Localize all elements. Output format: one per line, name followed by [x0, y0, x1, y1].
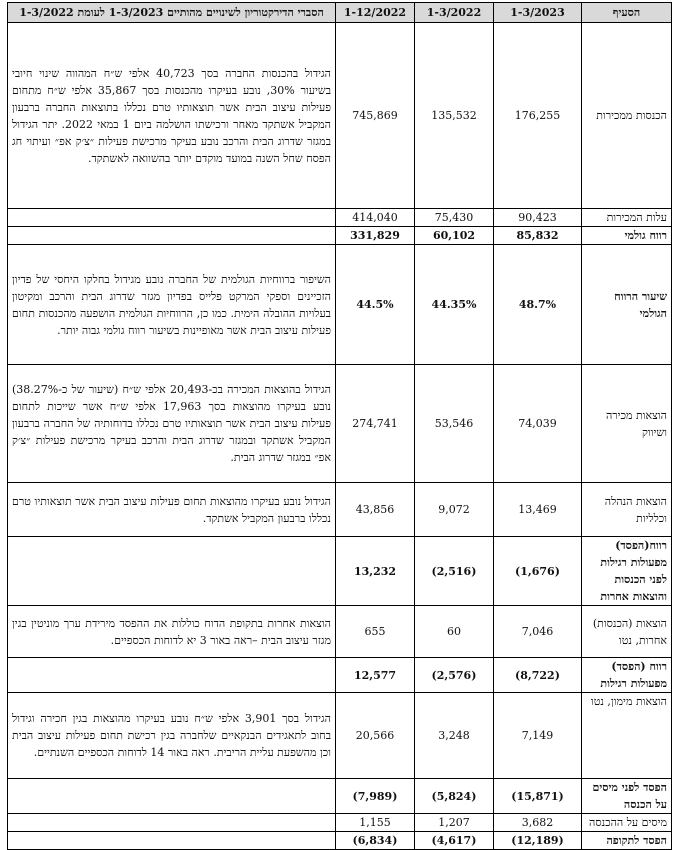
value-2023: 13,469 [494, 483, 582, 537]
value-2022-q1: (4,617) [415, 832, 494, 850]
header-2023: 1-3/2023 [494, 3, 582, 23]
explanation [8, 814, 336, 832]
explanation [8, 658, 336, 693]
row-label: מיסים על ההכנסה [582, 814, 672, 832]
value-2023: 90,423 [494, 209, 582, 227]
header-explanation: הסברי הדירקטוריון לשינויים מהותיים 1-3/2023 לעומת 1-3/2022 [8, 3, 336, 23]
explanation [8, 227, 336, 245]
value-2023: 48.7% [494, 245, 582, 365]
value-2023: 3,682 [494, 814, 582, 832]
value-2022-year: (7,989) [336, 779, 415, 814]
value-2022-year: 44.5% [336, 245, 415, 365]
row-label: רווח גולמי [582, 227, 672, 245]
row-loss-for-period [8, 832, 672, 850]
value-2023: (12,189) [494, 832, 582, 850]
value-2022-q1: 60,102 [415, 227, 494, 245]
row-gross-profit [8, 227, 672, 245]
explanation: השיפור ברווחיות הגולמית של החברה נובע מגידול בחלקו היחסי של פדיון הזכיינים וספקי המרקט פלייס בפדיון מגזר שדרוג הבית והרכב ומקיטון בעלויות ההובלה הימית. כמו כן, הרווחיות הגולמית הושפעה מהכנסות תחום פעילות עיצוב הבית אשר מאופיינות בשיעור רווח גולמי גבוה יותר. [8, 245, 336, 365]
financial-results-table [7, 2, 672, 850]
row-selling-marketing [8, 365, 672, 483]
value-2022-q1: 60 [415, 606, 494, 658]
row-label: הפסד לתקופה [582, 832, 672, 850]
value-2023: 85,832 [494, 227, 582, 245]
explanation [8, 209, 336, 227]
value-2023: 74,039 [494, 365, 582, 483]
row-label: הוצאות מימון, נטו [582, 693, 672, 779]
row-label: רווח(הפסד) מפעולות רגילות לפני הכנסות והוצאות אחרות [582, 537, 672, 606]
row-label: הפסד לפני מיסים על הכנסה [582, 779, 672, 814]
row-label: הוצאות הנהלה וכלליות [582, 483, 672, 537]
row-label: הוצאות מכירה ושיווק [582, 365, 672, 483]
row-operating-before-other [8, 537, 672, 606]
explanation: הגידול בהכנסות החברה בסך 40,723 אלפי ש״ח המהווה שינוי חיובי בשיעור 30%, נובע בעיקרו מהכנסות בסך 35,867 אלפי ש״ח מתחום פעילות עיצוב הבית אשר תוצאותיו טרם נכללו בתוצאות החברה ברבעון המקביל אשתקד מאחר ורכישתו הושלמה ביום 1 במאי 2022. יתר הגידול במגזר שדרוג הבית והרכב נובע בעיקר מרכישת פעילות ״צ׳ק אפ״ ועיתוי חג הפסח שחל השנה במועד מוקדם יותר בהשוואה לאשתקד. [8, 23, 336, 209]
explanation [8, 537, 336, 606]
value-2023: 7,149 [494, 693, 582, 779]
value-2022-year: 414,040 [336, 209, 415, 227]
value-2022-q1: 53,546 [415, 365, 494, 483]
row-gross-margin [8, 245, 672, 365]
value-2022-q1: 44.35% [415, 245, 494, 365]
row-label: עלות המכירות [582, 209, 672, 227]
value-2022-year: 1,155 [336, 814, 415, 832]
value-2022-year: 655 [336, 606, 415, 658]
value-2022-year: 20,566 [336, 693, 415, 779]
value-2022-q1: 3,248 [415, 693, 494, 779]
value-2022-q1: 135,532 [415, 23, 494, 209]
explanation: הגידול נובע בעיקרו מהוצאות תחום פעילות עיצוב הבית אשר תוצאותיו טרם נכללו ברבעון המקביל אשתקד. [8, 483, 336, 537]
header-2022-q1: 1-3/2022 [415, 3, 494, 23]
value-2022-q1: (2,516) [415, 537, 494, 606]
explanation: הגידול בהוצאות המכירה בכ-20,493 אלפי ש״ח (שיעור של כ-38.27%) נובע בעיקרו מהוצאות בסך 17,963 אלפי ש״ח אשר שייכות לתחום פעילות עיצוב הבית אשר תוצאותיו טרם נכללו בדוחותיה של החברה ברבעון המקביל אשתקד ובמגזר שדרוג הבית והרכב בעיקר מרכישת פעילות ״צ׳ק אפ״ במגזר שדרוג הבית. [8, 365, 336, 483]
row-operating-profit [8, 658, 672, 693]
value-2023: 7,046 [494, 606, 582, 658]
header-2022-year: 1-12/2022 [336, 3, 415, 23]
row-label: רווח (הפסד) מפעולות רגילות [582, 658, 672, 693]
header-item: הסעיף [582, 3, 672, 23]
row-other-expenses [8, 606, 672, 658]
value-2022-q1: 75,430 [415, 209, 494, 227]
value-2023: 176,255 [494, 23, 582, 209]
value-2023: (15,871) [494, 779, 582, 814]
value-2023: (1,676) [494, 537, 582, 606]
value-2022-q1: 1,207 [415, 814, 494, 832]
row-label: שיעור הרווח הגולמי [582, 245, 672, 365]
row-label: הוצאות (הכנסות) אחרות, נטו [582, 606, 672, 658]
value-2022-q1: (5,824) [415, 779, 494, 814]
value-2022-year: 12,577 [336, 658, 415, 693]
value-2023: (8,722) [494, 658, 582, 693]
value-2022-year: 13,232 [336, 537, 415, 606]
row-general-admin [8, 483, 672, 537]
value-2022-q1: 9,072 [415, 483, 494, 537]
explanation: הוצאות אחרות בתקופת הדוח כוללות את ההפסד מירידת ערך מוניטין בגין מגזר עיצוב הבית –ראה באור 3 יא לדוחות הכספיים. [8, 606, 336, 658]
value-2022-year: 43,856 [336, 483, 415, 537]
value-2022-year: 331,829 [336, 227, 415, 245]
row-label: הכנסות ממכירות [582, 23, 672, 209]
header-row [8, 3, 672, 23]
row-loss-before-tax [8, 779, 672, 814]
row-income-tax [8, 814, 672, 832]
value-2022-year: 274,741 [336, 365, 415, 483]
row-finance-expenses [8, 693, 672, 779]
row-cost-of-sales [8, 209, 672, 227]
explanation [8, 832, 336, 850]
value-2022-year: (6,834) [336, 832, 415, 850]
explanation [8, 779, 336, 814]
row-sales [8, 23, 672, 209]
explanation: הגידול בסך 3,901 אלפי ש״ח נובע בעיקרו מהוצאות בגין חכירה וגידול בחוב לתאגידים הבנקאיים שלחברה בגין רכישת תחום פעילות עיצוב הבית וכן מהשפעת עליית הריבית. ראה באור 14 לדוחות הכספיים השנתיים. [8, 693, 336, 779]
value-2022-year: 745,869 [336, 23, 415, 209]
value-2022-q1: (2,576) [415, 658, 494, 693]
